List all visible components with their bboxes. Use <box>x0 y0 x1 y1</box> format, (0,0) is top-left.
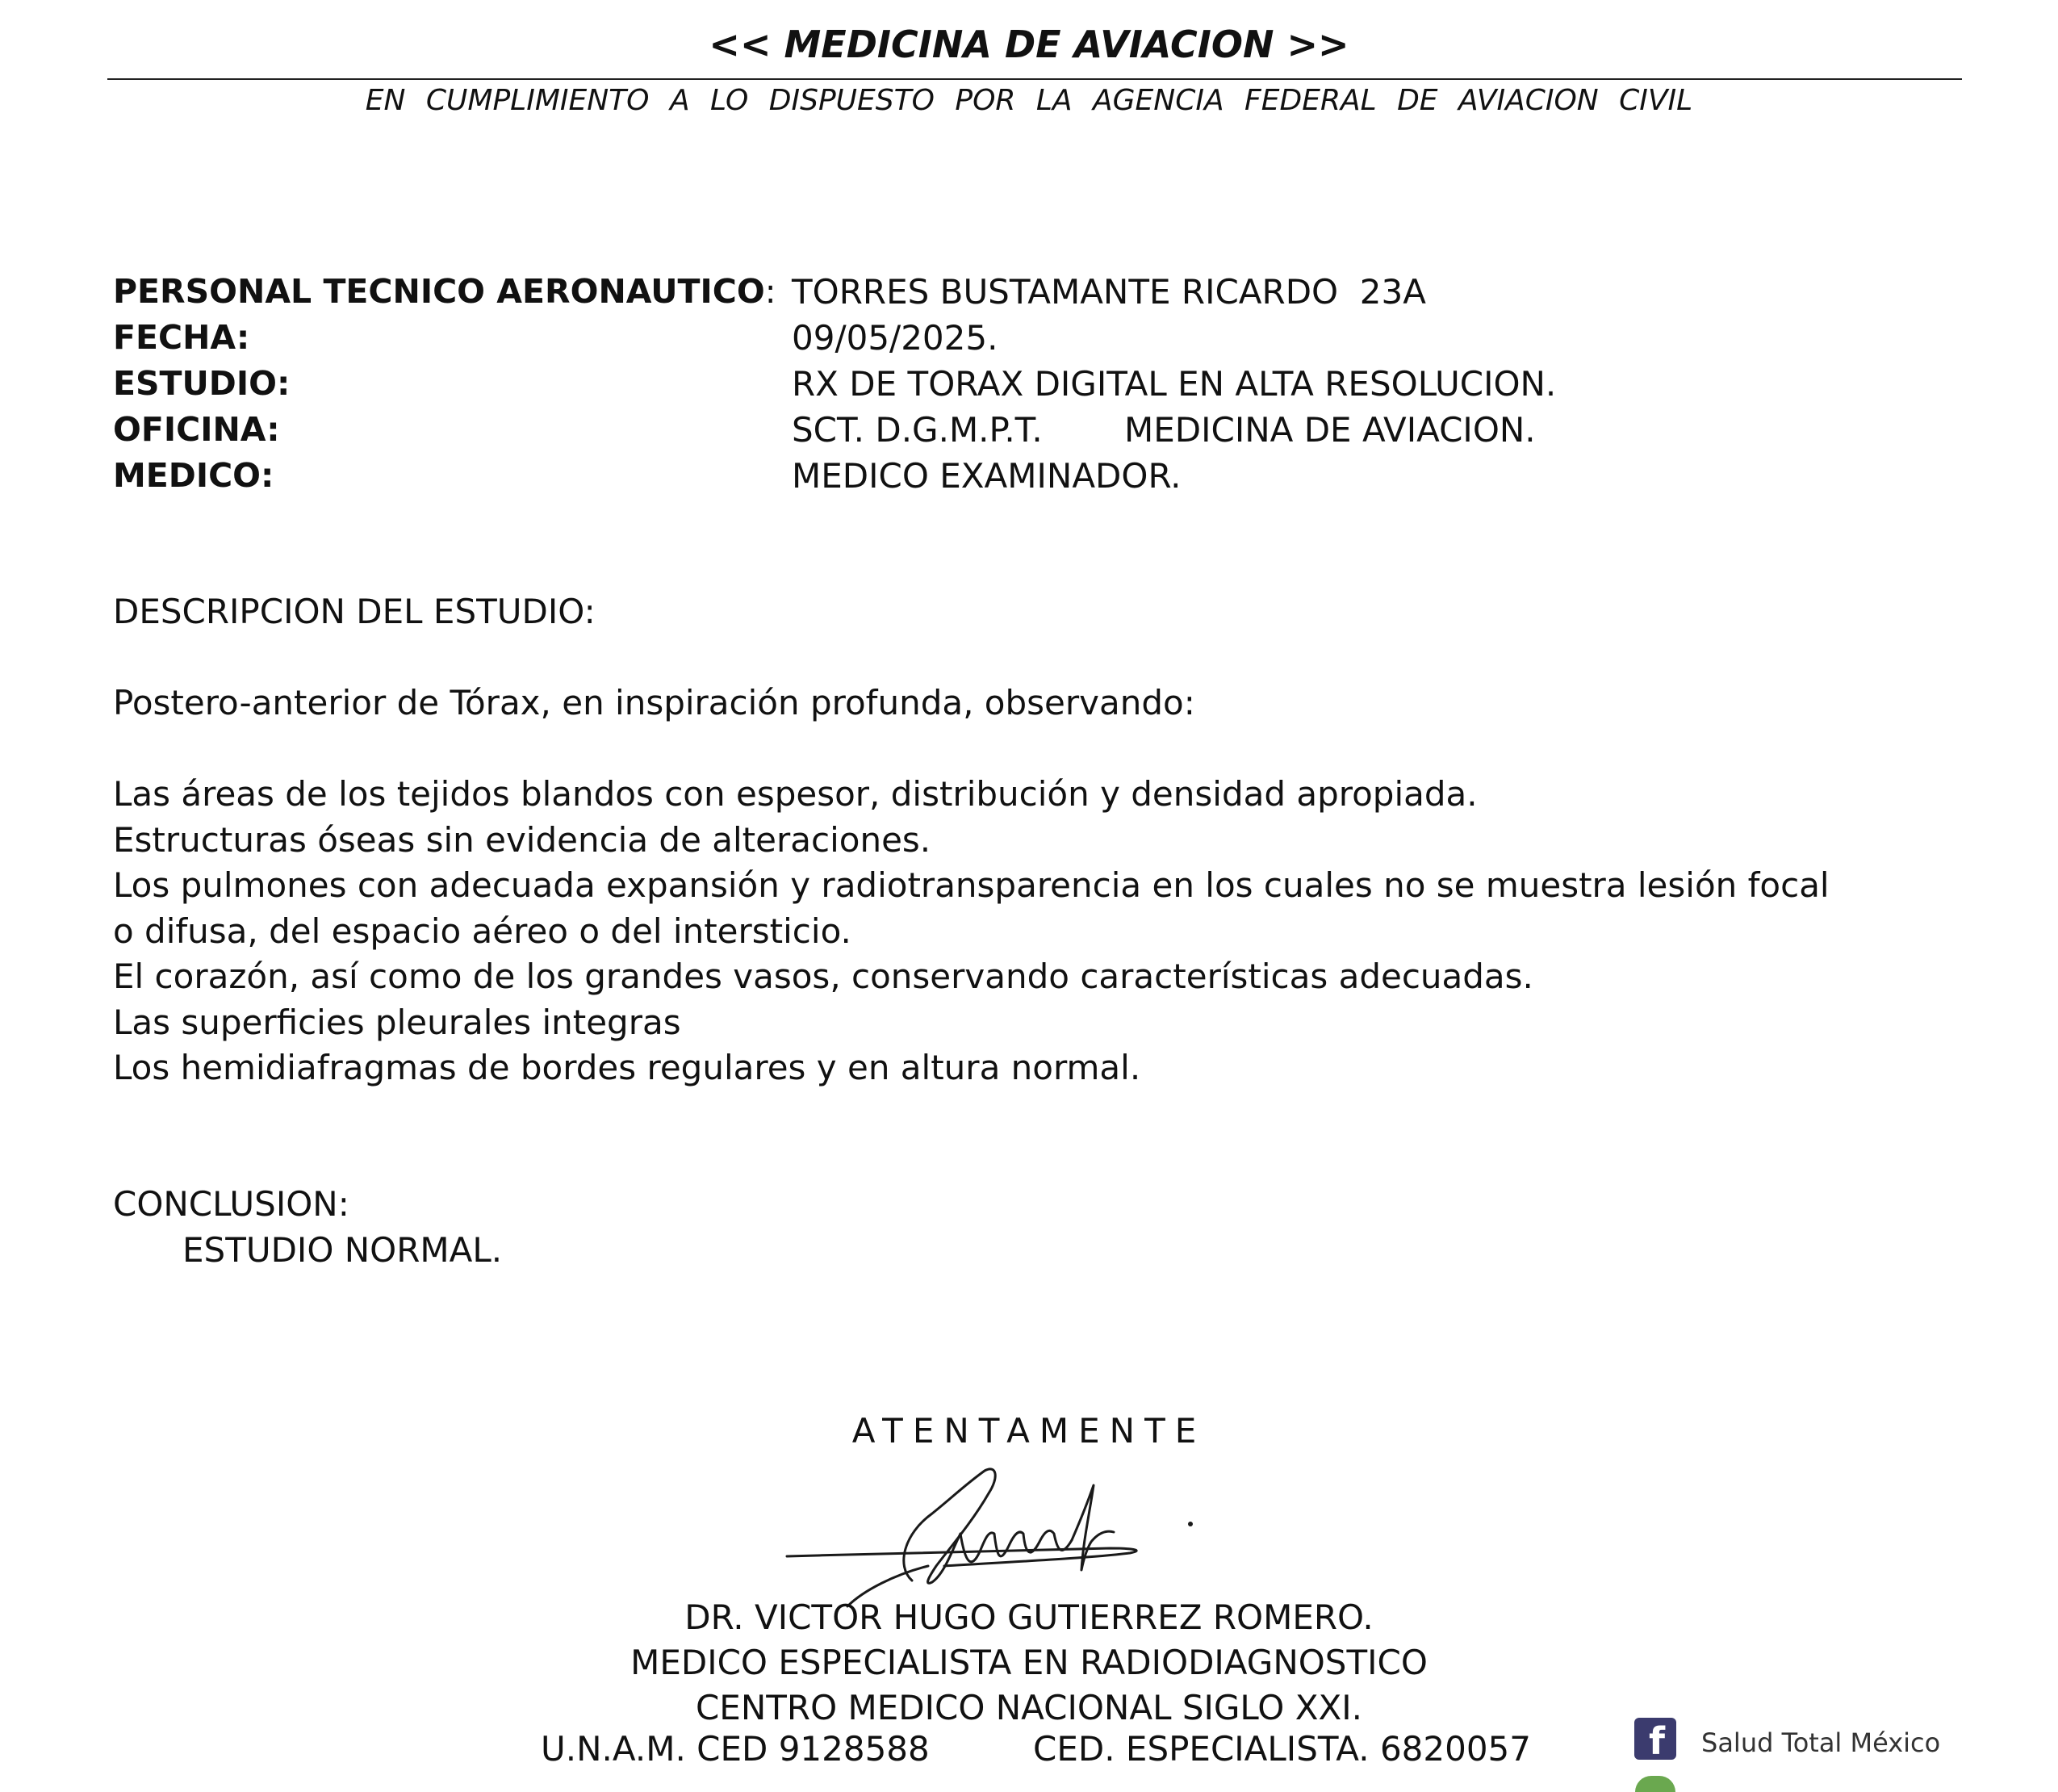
cedula-especialista: CED. ESPECIALISTA. 6820057 <box>1033 1729 1531 1769</box>
description-line: Los hemidiafragmas de bordes regulares y en altura normal. <box>113 1048 1141 1087</box>
facebook-icon: f <box>1634 1718 1676 1760</box>
oficina-label: OFICINA: <box>113 410 280 449</box>
watermark-text: Salud Total México <box>1701 1727 1941 1758</box>
title-divider <box>107 78 1962 80</box>
personal-value: TORRES BUSTAMANTE RICARDO 23A <box>792 272 1426 312</box>
fecha-label: FECHA: <box>113 318 250 357</box>
oficina-value-2: MEDICINA DE AVIACION. <box>1124 410 1536 450</box>
conclusion-heading: CONCLUSION: <box>113 1184 349 1224</box>
whatsapp-icon <box>1635 1776 1675 1792</box>
description-line: Estructuras óseas sin evidencia de alteraciones. <box>113 820 931 860</box>
doctor-institution: CENTRO MEDICO NACIONAL SIGLO XXI. <box>695 1688 1363 1727</box>
personal-label: PERSONAL TECNICO AERONAUTICO: <box>113 272 776 311</box>
description-line: o difusa, del espacio aéreo o del intersticio. <box>113 911 851 951</box>
closing-text: ATENTAMENTE <box>851 1411 1207 1451</box>
description-line: Los pulmones con adecuada expansión y radiotransparencia en los cuales no se muestra lesión focal <box>113 865 1830 905</box>
cedula-number: U.N.A.M. CED 9128588 <box>541 1729 930 1769</box>
description-intro: Postero-anterior de Tórax, en inspiración profunda, observando: <box>113 683 1195 722</box>
estudio-value: RX DE TORAX DIGITAL EN ALTA RESOLUCION. <box>792 364 1557 404</box>
estudio-label: ESTUDIO: <box>113 364 291 403</box>
medico-label: MEDICO: <box>113 456 274 495</box>
oficina-value-1: SCT. D.G.M.P.T. <box>792 410 1043 450</box>
signature-image <box>783 1453 1316 1614</box>
description-heading: DESCRIPCION DEL ESTUDIO: <box>113 592 596 631</box>
description-line: Las superficies pleurales integras <box>113 1003 681 1042</box>
conclusion-value: ESTUDIO NORMAL. <box>182 1230 503 1270</box>
doctor-name: DR. VICTOR HUGO GUTIERREZ ROMERO. <box>684 1597 1374 1637</box>
doctor-specialty: MEDICO ESPECIALISTA EN RADIODIAGNOSTICO <box>630 1643 1428 1682</box>
description-line: El corazón, así como de los grandes vasos, conservando características adecuadas. <box>113 957 1533 996</box>
description-line: Las áreas de los tejidos blandos con espesor, distribución y densidad apropiada. <box>113 774 1478 814</box>
medico-value: MEDICO EXAMINADOR. <box>792 456 1182 496</box>
page-title: << MEDICINA DE AVIACION >> <box>709 23 1349 66</box>
page-subtitle: EN CUMPLIMIENTO A LO DISPUESTO POR LA AGENCIA FEDERAL DE AVIACION CIVIL <box>365 84 1693 117</box>
fecha-value: 09/05/2025. <box>792 318 998 358</box>
